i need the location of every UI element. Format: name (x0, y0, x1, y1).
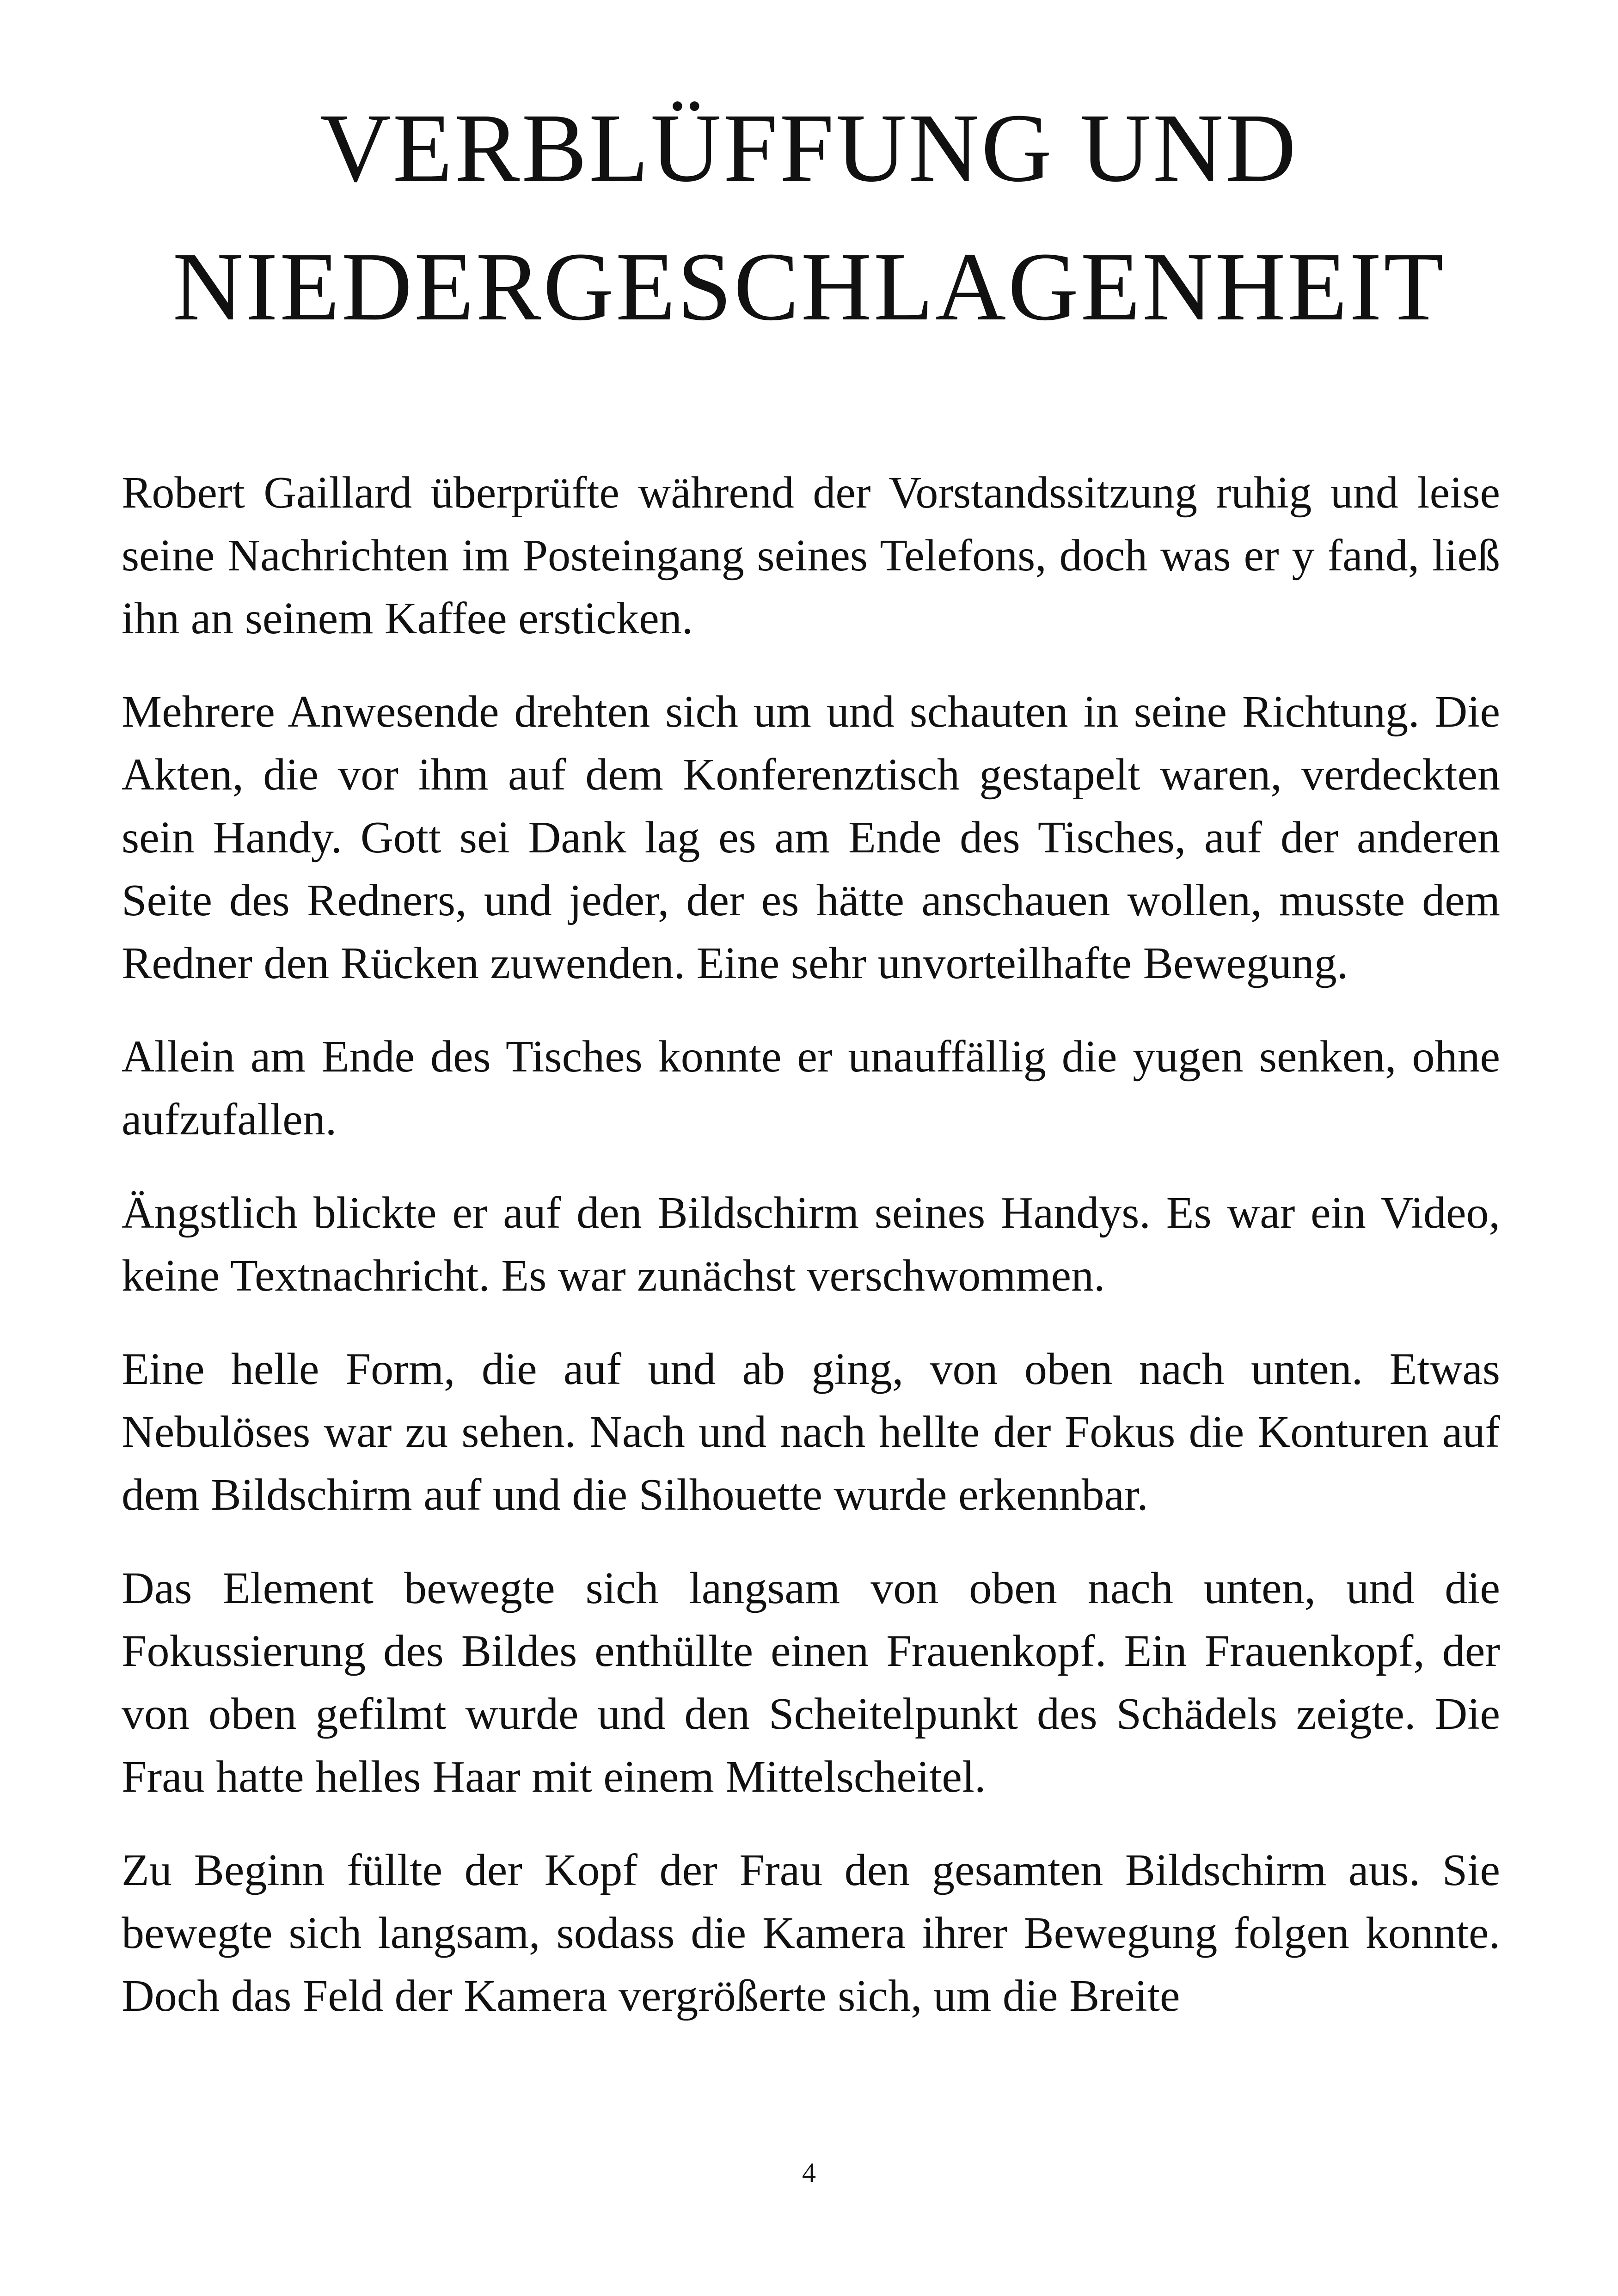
paragraph: Allein am Ende des Tisches konnte er unauffällig die yugen senken, ohne aufzufallen. (122, 1032, 1500, 1145)
body-text (122, 461, 1500, 2058)
chapter-title-line-2: NIEDERGESCHLAGENHEIT (172, 232, 1446, 341)
chapter-title (0, 79, 1618, 356)
paragraph: Robert Gaillard überprüfte während der Vorstandssitzung ruhig und leise seine Nachrichten im Posteingang seines Telefons, doch was er y fand, ließ ihn an seinem Kaffee ersticken. (122, 468, 1500, 643)
paragraph: Ängstlich blickte er auf den Bildschirm seines Handys. Es war ein Video, keine Textnachricht. Es war zunächst verschwommen. (122, 1188, 1500, 1301)
paragraph: Mehrere Anwesende drehten sich um und schauten in seine Richtung. Die Akten, die vor ihm auf dem Konferenztisch gestapelt waren, verdeckten sein Handy. Gott sei Dank lag es am Ende des Tisches, auf der anderen Seite des Redners, und jeder, der es hätte anschauen wollen, musste dem Redner den Rücken zuwenden. Eine sehr unvorteilhafte Bewegung. (122, 687, 1500, 988)
paragraph: Zu Beginn füllte der Kopf der Frau den gesamten Bildschirm aus. Sie bewegte sich langsam, sodass die Kamera ihrer Bewegung folgen konnte. Doch das Feld der Kamera vergrößerte sich, um die Breite (122, 1845, 1500, 2021)
chapter-title-line-1: VERBLÜFFUNG UND (320, 93, 1298, 202)
paragraph: Das Element bewegte sich langsam von oben nach unten, und die Fokussierung des Bildes enthüllte einen Frauenkopf. Ein Frauenkopf, der von oben gefilmt wurde und den Scheitelpunkt des Schädels zeigte. Die Frau hatte helles Haar mit einem Mittelscheitel. (122, 1563, 1500, 1802)
page-number: 4 (802, 2157, 816, 2188)
paragraph: Eine helle Form, die auf und ab ging, von oben nach unten. Etwas Nebulöses war zu sehen. Nach und nach hellte der Fokus die Konturen auf dem Bildschirm auf und die Silhouette wurde erkennbar. (122, 1344, 1500, 1520)
